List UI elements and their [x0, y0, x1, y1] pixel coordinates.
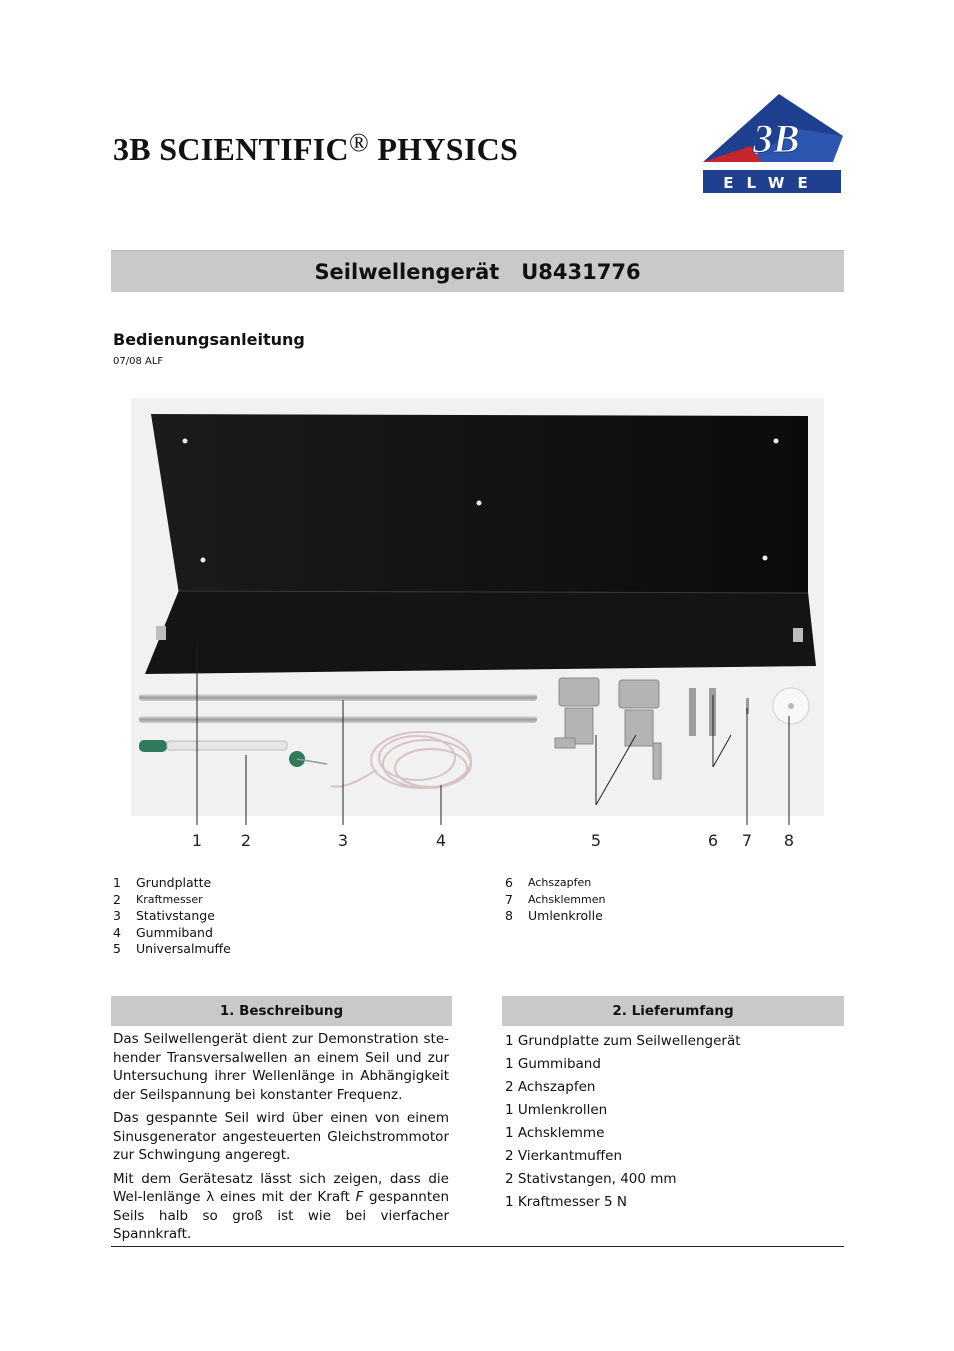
3b-elwe-logo: [703, 94, 843, 194]
document-code: 07/08 ALF: [113, 356, 164, 367]
scope-of-delivery-list: [505, 1030, 741, 1214]
list-item: 1 Gummiband: [505, 1056, 601, 1072]
product-title-bar: [111, 250, 844, 292]
legend-right: [505, 875, 605, 925]
legend-item: 6 Achszapfen: [505, 875, 592, 890]
list-item: 2 Vierkantmuffen: [505, 1148, 622, 1164]
callout-1: 1: [191, 831, 203, 850]
product-code: U8431776: [521, 259, 641, 284]
section-description-body: [113, 1030, 449, 1249]
section-heading-description: 1. Beschreibung: [111, 996, 452, 1026]
callout-8: 8: [783, 831, 795, 850]
manual-subtitle: Bedienungsanleitung: [113, 330, 305, 349]
section-heading-scope-of-delivery: 2. Lieferumfang: [502, 996, 844, 1026]
brand-tail: PHYSICS: [369, 131, 519, 167]
legend-item: 1 Grundplatte: [113, 875, 212, 890]
legend-item: 3 Stativstange: [113, 908, 215, 923]
product-name: Seilwellengerät: [314, 259, 500, 284]
list-item: 2 Achszapfen: [505, 1079, 596, 1095]
logo-elwe-text: ELWE: [723, 174, 821, 192]
force-symbol: F: [355, 1189, 364, 1205]
callout-7: 7: [741, 831, 753, 850]
callout-4: 4: [435, 831, 447, 850]
figure-callouts: [131, 640, 824, 860]
description-paragraph-1: Das Seilwellengerät dient zur Demonstration ste-hender Transversalwellen an einem Seil und zur Untersuchung ihrer Wellenlänge in Abhängigkeit der Seilspannung bei konstanter Frequenz.: [113, 1031, 449, 1103]
legend-item: 5 Universalmuffe: [113, 941, 231, 956]
brand-main: 3B SCIENTIFIC: [113, 131, 349, 167]
callout-3: 3: [337, 831, 349, 850]
footer-divider: [111, 1246, 844, 1247]
legend-item: 7 Achsklemmen: [505, 891, 606, 907]
list-item: 1 Grundplatte zum Seilwellengerät: [505, 1033, 741, 1049]
lambda-symbol: λ: [206, 1189, 215, 1205]
list-item: 1 Achsklemme: [505, 1125, 605, 1141]
registered-mark: ®: [348, 128, 370, 157]
logo-3b-text: 3B: [753, 116, 800, 161]
callout-5: 5: [590, 831, 602, 850]
legend-item: 8 Umlenkrolle: [505, 908, 603, 923]
legend-item: 2 Kraftmesser: [113, 891, 203, 907]
brand-title: [113, 128, 518, 168]
description-paragraph-3: Mit dem Gerätesatz lässt sich zeigen, dass die Wel-lenlänge λ eines mit der Kraft F gespannten Seils halb so groß ist wie bei vierfacher Spannkraft.: [113, 1170, 450, 1242]
list-item: 1 Kraftmesser 5 N: [505, 1194, 628, 1210]
list-item: 1 Umlenkrollen: [505, 1102, 608, 1118]
list-item: 2 Stativstangen, 400 mm: [505, 1171, 677, 1187]
legend-item: 4 Gummiband: [113, 924, 213, 940]
callout-2: 2: [240, 831, 252, 850]
callout-6: 6: [707, 831, 719, 850]
description-paragraph-2: Das gespannte Seil wird über einen von einem Sinusgenerator angesteuerten Gleichstrommotor zur Schwingung angeregt.: [113, 1110, 449, 1163]
legend-left: [113, 875, 231, 958]
